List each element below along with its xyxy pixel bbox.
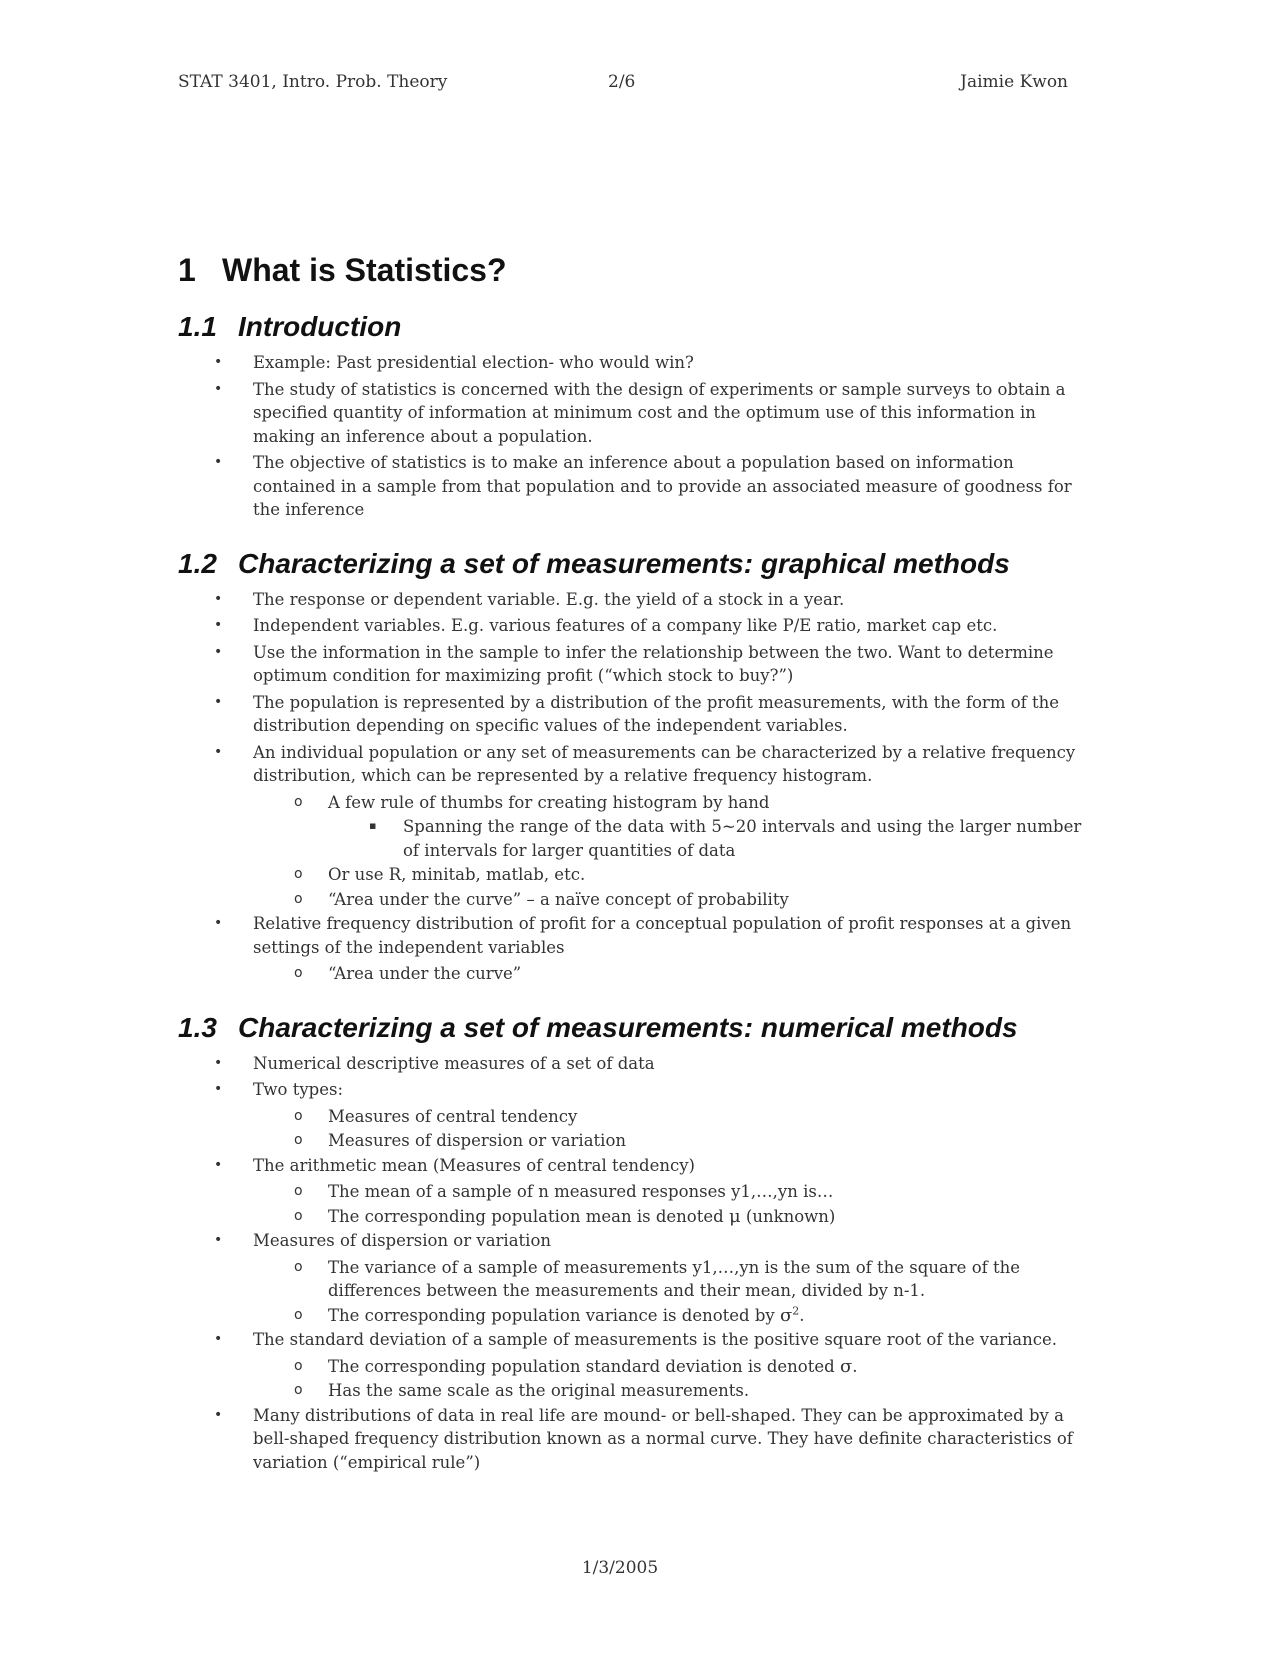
section-title: Characterizing a set of measurements: graphical methods [238, 547, 1010, 579]
bullet-icon: • [214, 743, 223, 760]
list-item-text: Numerical descriptive measures of a set of data [253, 1053, 655, 1073]
section-number: 1.2 [178, 547, 217, 579]
list-item-text: The objective of statistics is to make an inference about a population based on information contained in a sample from that population and to provide an associated measure of goodness for the inference [253, 453, 1072, 519]
list-item-text: The standard deviation of a sample of measurements is the positive square root of the variance. [253, 1330, 1057, 1349]
list-item [178, 1078, 1098, 1102]
list-item [178, 815, 1098, 862]
bullet-icon: • [214, 454, 223, 470]
list-item [178, 962, 1098, 986]
section-1-2 [178, 548, 1098, 986]
list-item-text: Measures of central tendency [328, 1106, 578, 1126]
bullet-icon: o [294, 1306, 303, 1323]
list-item [178, 1229, 1098, 1253]
list-item-text: A few rule of thumbs for creating histogram by hand [328, 792, 770, 812]
list-item-text: Has the same scale as the original measurements. [328, 1381, 750, 1400]
list-item-text-after: . [799, 1305, 805, 1325]
list-item-text: Relative frequency distribution of profit for a conceptual population of profit responses at a given settings of the independent variables [253, 914, 1072, 957]
list-item [178, 351, 1098, 375]
superscript: 2 [792, 1304, 800, 1317]
list-item-text: “Area under the curve” [328, 964, 522, 983]
footer-date: 1/3/2005 [581, 1558, 659, 1578]
bullet-icon: o [294, 1382, 303, 1398]
list-item-text: Use the information in the sample to infer the relationship between the two. Want to determine optimum condition for maximizing profit (“which stock to buy?”) [253, 642, 1054, 685]
header-page-number: 2/6 [608, 72, 636, 92]
header-course: STAT 3401, Intro. Prob. Theory [178, 72, 448, 92]
bullet-icon: • [214, 643, 223, 660]
chapter-heading [178, 252, 1098, 289]
bullet-icon: o [294, 793, 303, 810]
list-item [178, 912, 1098, 959]
list-item-text: Spanning the range of the data with 5~20 intervals and using the larger number of intervals for larger quantities of data [403, 817, 1082, 860]
list-item [178, 1129, 1098, 1153]
greek-symbol: σ [779, 1304, 793, 1326]
bullet-icon: • [214, 1081, 223, 1097]
list-item [178, 378, 1098, 449]
section-1-1 [178, 311, 1098, 522]
bullet-icon: o [294, 1107, 303, 1124]
bullet-icon: o [294, 1132, 303, 1148]
bullet-icon: • [214, 1406, 223, 1423]
list-item-text: Independent variables. E.g. various features of a company like P/E ratio, market cap etc. [253, 616, 998, 635]
list-item [178, 691, 1098, 738]
section-heading [178, 548, 1098, 580]
list-item-text: Or use R, minitab, matlab, etc. [328, 865, 586, 884]
section-heading [178, 311, 1098, 343]
bullet-icon: o [294, 1357, 303, 1374]
bullet-icon: • [214, 617, 223, 633]
bullet-list [178, 1052, 1098, 1475]
bullet-icon: • [214, 693, 223, 710]
bullet-icon: • [214, 1156, 223, 1173]
bullet-icon: • [214, 1232, 223, 1248]
list-item [178, 1205, 1098, 1229]
bullet-icon: • [214, 380, 223, 397]
list-item-text: “Area under the curve” – a naïve concept of probability [328, 889, 789, 909]
bullet-icon: • [214, 1331, 223, 1347]
chapter-number: 1 [178, 252, 196, 288]
list-item-text: The arithmetic mean (Measures of central tendency) [253, 1155, 695, 1175]
section-title: Introduction [238, 311, 402, 342]
greek-symbol: μ [728, 1205, 741, 1227]
list-item-text: The corresponding population mean is denoted [328, 1206, 729, 1226]
bullet-icon: o [294, 1207, 303, 1224]
bullet-icon: o [294, 1258, 303, 1275]
greek-symbol: σ [839, 1355, 853, 1377]
list-item [178, 1052, 1098, 1076]
list-item-text: Example: Past presidential election- who would win? [253, 353, 694, 372]
document-body [178, 252, 1098, 1500]
bullet-list [178, 351, 1098, 522]
list-item-text: Many distributions of data in real life are mound- or bell-shaped. They can be approximated by a bell-shaped frequency distribution known as a normal curve. They have definite characteristics of variation (“empirical rule”) [253, 1405, 1073, 1472]
bullet-icon: o [294, 866, 303, 882]
bullet-icon: • [214, 1054, 223, 1071]
bullet-icon: o [294, 965, 303, 981]
list-item [178, 1304, 1098, 1328]
list-item [178, 791, 1098, 815]
list-item-text: The population is represented by a distribution of the profit measurements, with the form of the distribution depending on specific values of the independent variables. [253, 692, 1060, 735]
bullet-icon: • [214, 915, 223, 931]
list-item [178, 1328, 1098, 1352]
page-header [178, 72, 1068, 102]
section-heading [178, 1012, 1098, 1044]
list-item [178, 451, 1098, 522]
bullet-icon: • [214, 590, 223, 607]
list-item [178, 863, 1098, 887]
list-item [178, 1404, 1098, 1475]
list-item [178, 614, 1098, 638]
list-item-text-after: . [852, 1356, 858, 1376]
list-item [178, 1180, 1098, 1204]
list-item-text: Measures of dispersion or variation [253, 1231, 552, 1250]
list-item-text: The corresponding population standard deviation is denoted [328, 1356, 840, 1376]
list-item [178, 1355, 1098, 1379]
list-item-text: The study of statistics is concerned with the design of experiments or sample surveys to obtain a specified quantity of information at minimum cost and the optimum use of this information in making an inference about a population. [253, 379, 1066, 446]
list-item-text: Two types: [253, 1080, 344, 1099]
list-item-text: The response or dependent variable. E.g. the yield of a stock in a year. [253, 589, 845, 609]
list-item-text: The variance of a sample of measurements y1,…,yn is the sum of the square of the differences between the measurements and their mean, divided by n-1. [328, 1257, 1021, 1300]
list-item [178, 1105, 1098, 1129]
list-item-text: Measures of dispersion or variation [328, 1131, 627, 1150]
list-item-text: The mean of a sample of n measured responses y1,…,yn is… [328, 1182, 834, 1201]
list-item [178, 1154, 1098, 1178]
bullet-icon: o [294, 1183, 303, 1199]
bullet-icon: o [294, 890, 303, 907]
list-item-text: The corresponding population variance is denoted by [328, 1305, 780, 1325]
section-number: 1.3 [178, 1011, 217, 1043]
bullet-icon: ▪ [369, 819, 377, 832]
list-item-text: An individual population or any set of measurements can be characterized by a relative frequency distribution, which can be represented by a relative frequency histogram. [253, 742, 1076, 785]
header-author: Jaimie Kwon [960, 72, 1068, 92]
section-title: Characterizing a set of measurements: numerical methods [238, 1011, 1018, 1043]
list-item [178, 1379, 1098, 1403]
page-footer [0, 1558, 1240, 1578]
list-item [178, 888, 1098, 912]
chapter-title: What is Statistics? [222, 252, 507, 288]
list-item [178, 741, 1098, 788]
list-item [178, 641, 1098, 688]
list-item-text-after: (unknown) [740, 1206, 836, 1226]
bullet-list [178, 588, 1098, 986]
list-item [178, 1256, 1098, 1303]
list-item [178, 588, 1098, 612]
section-1-3 [178, 1012, 1098, 1475]
section-number: 1.1 [178, 311, 217, 342]
sections-container [178, 311, 1098, 1474]
bullet-icon: • [214, 354, 223, 370]
